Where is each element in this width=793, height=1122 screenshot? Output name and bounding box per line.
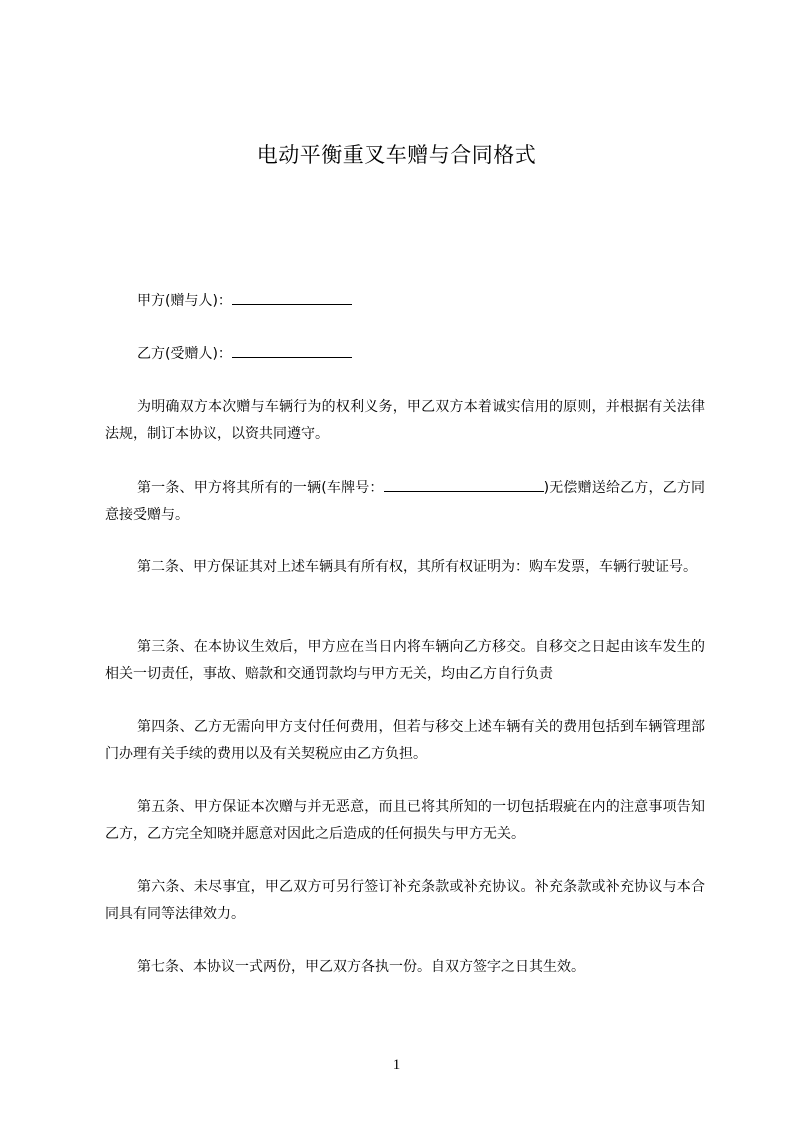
plate-number-blank[interactable] <box>384 477 544 492</box>
article-5-paragraph <box>105 794 705 848</box>
article-1-text-after: )无偿赠送给乙方，乙方同意接受赠与。 <box>105 480 705 523</box>
article-3-text: 第三条、在本协议生效后，甲方应在当日内将车辆向乙方移交。自移交之日起由该车发生的相关一切责任，事故、赔款和交通罚款均与甲方无关，均由乙方自行负责 <box>105 639 705 682</box>
preamble-text: 为明确双方本次赠与车辆行为的权利义务，甲乙双方本着诚实信用的原则，并根据有关法律法规，制订本协议，以资共同遵守。 <box>105 399 705 442</box>
article-4-text: 第四条、乙方无需向甲方支付任何费用，但若与移交上述车辆有关的费用包括到车辆管理部门办理有关手续的费用以及有关契税应由乙方负担。 <box>105 719 705 762</box>
article-4-paragraph <box>105 714 705 768</box>
article-1-text-before: 第一条、甲方将其所有的一辆(车牌号： <box>137 480 384 496</box>
page-number: 1 <box>392 1057 401 1073</box>
article-6-paragraph <box>105 874 705 928</box>
article-7-paragraph <box>105 954 705 981</box>
preamble-paragraph <box>105 394 705 448</box>
article-2-paragraph <box>105 554 705 581</box>
article-5-text: 第五条、甲方保证本次赠与并无恶意，而且已将其所知的一切包括瑕疵在内的注意事项告知乙方，乙方完全知晓并愿意对因此之后造成的任何损失与甲方无关。 <box>105 799 705 842</box>
party-a-line <box>137 290 352 311</box>
party-b-blank[interactable] <box>232 343 352 358</box>
article-1-paragraph <box>105 475 705 529</box>
article-6-text: 第六条、未尽事宜，甲乙双方可另行签订补充条款或补充协议。补充条款或补充协议与本合同具有同等法律效力。 <box>105 879 705 922</box>
article-2-text: 第二条、甲方保证其对上述车辆具有所有权，其所有权证明为：购车发票，车辆行驶证号。 <box>137 559 697 575</box>
party-b-line <box>137 343 352 364</box>
article-3-paragraph <box>105 634 705 688</box>
party-b-label: 乙方(受赠人)： <box>137 346 232 362</box>
document-title: 电动平衡重叉车赠与合同格式 <box>256 143 537 167</box>
article-7-text: 第七条、本协议一式两份，甲乙双方各执一份。自双方签字之日其生效。 <box>137 959 585 975</box>
party-a-label: 甲方(赠与人)： <box>137 293 232 309</box>
party-a-blank[interactable] <box>232 290 352 305</box>
